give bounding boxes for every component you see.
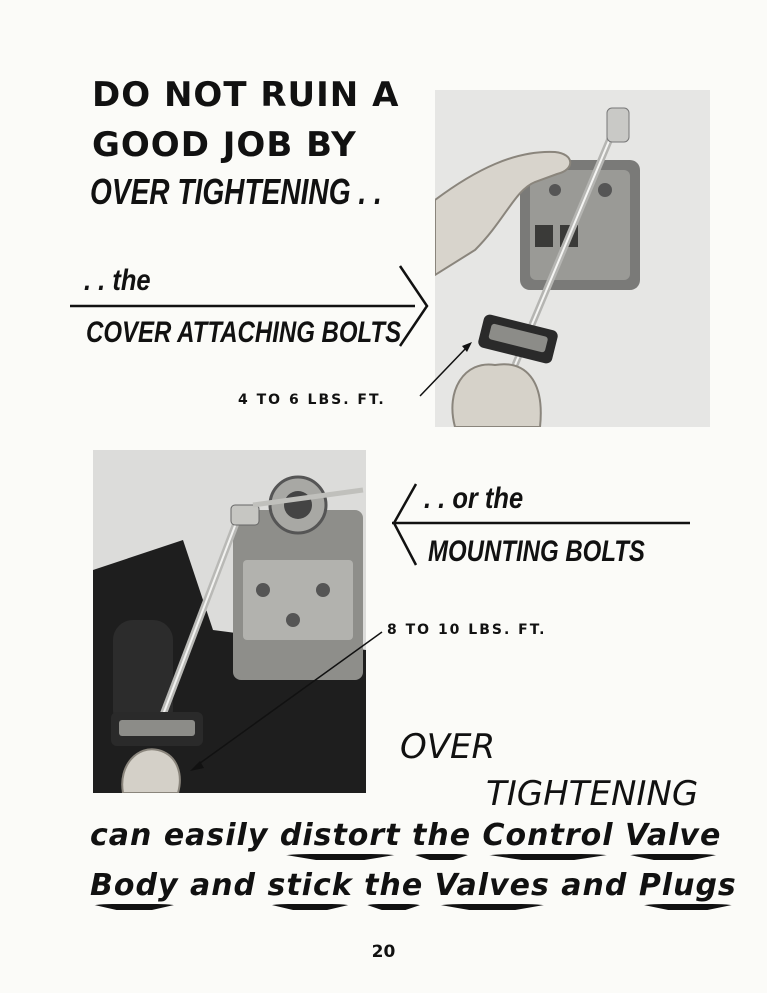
body-word <box>353 868 364 903</box>
warning-text-line-1 <box>90 818 722 853</box>
body-word <box>471 818 482 853</box>
heading-line-2: GOOD JOB BY <box>92 125 357 165</box>
underlined-word: the <box>364 868 424 903</box>
mounting-bolts-torque: 8 TO 10 LBS. FT. <box>387 622 547 638</box>
heading-line-3: OVER TIGHTENING . . <box>90 171 382 212</box>
body-word: and <box>549 868 639 903</box>
page-number: 20 <box>371 942 396 962</box>
underlined-word: Valve <box>624 818 722 853</box>
underlined-word: Body <box>90 868 179 903</box>
body-word: can easily <box>90 818 280 853</box>
underlined-word: Control <box>482 818 614 853</box>
underlined-word: distort <box>279 818 401 853</box>
tightening-word: TIGHTENING <box>486 774 699 814</box>
cover-bolts-torque: 4 TO 6 LBS. FT. <box>238 392 386 408</box>
warning-text-line-2 <box>90 868 737 903</box>
body-word <box>401 818 412 853</box>
underlined-word: Valves <box>434 868 550 903</box>
body-word <box>614 818 625 853</box>
mounting-bolts-label: MOUNTING BOLTS <box>428 535 645 568</box>
underlined-word: the <box>412 818 472 853</box>
over-word: OVER <box>400 727 496 767</box>
underlined-word: stick <box>267 868 353 903</box>
heading-line-1: DO NOT RUIN A <box>92 75 400 115</box>
cover-callout-lead: . . the <box>84 264 151 297</box>
cover-bolts-label: COVER ATTACHING BOLTS <box>86 316 402 349</box>
body-word: and <box>178 868 268 903</box>
body-word <box>423 868 434 903</box>
mounting-callout-lead: . . or the <box>424 482 524 515</box>
underlined-word: Plugs <box>638 868 737 903</box>
